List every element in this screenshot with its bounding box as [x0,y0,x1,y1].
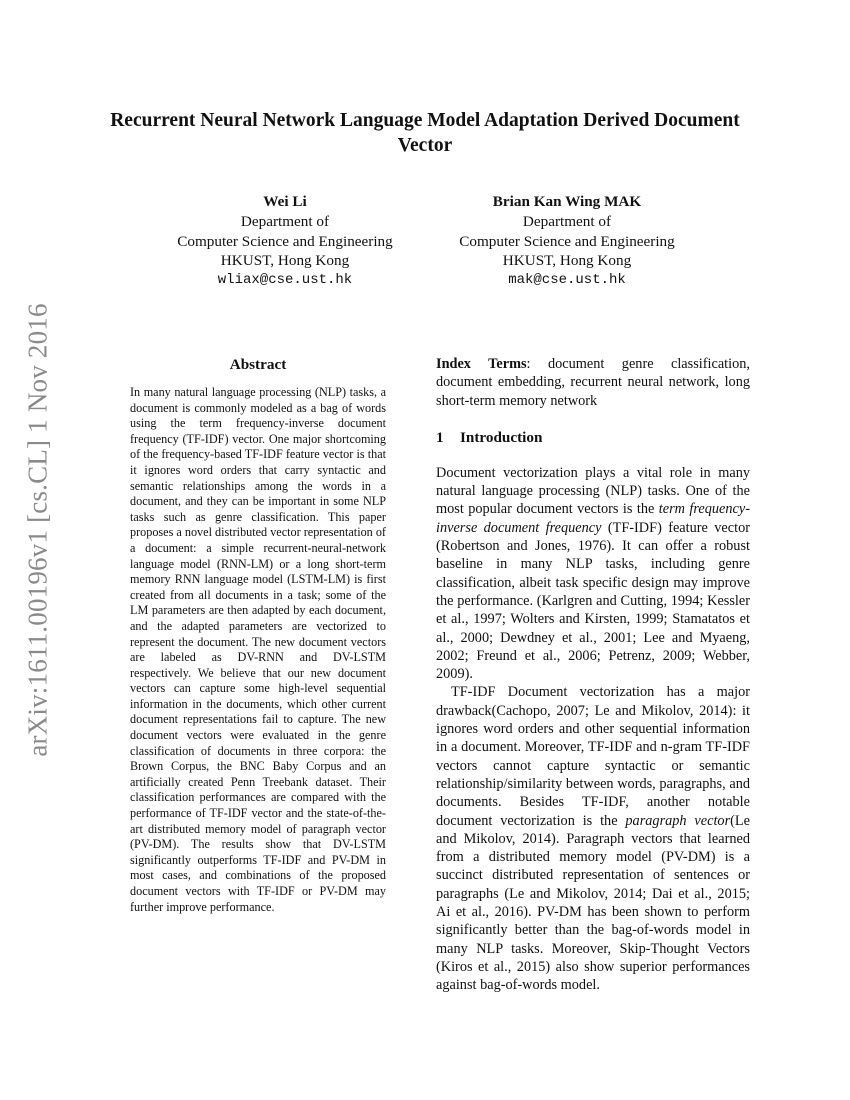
author-block-1 [150,192,420,291]
author-department-name: Computer Science and Engineering [177,232,393,250]
author-name: Brian Kan Wing MAK [492,193,642,210]
intro-paragraph-2 [436,683,750,994]
intro-paragraph-1 [436,464,750,684]
section-title: Introduction [460,428,543,446]
author-email[interactable]: mak@cse.ust.hk [508,272,626,289]
index-terms-label: Index Terms [436,356,527,372]
paragraph-text: (Le and Mikolov, 2014). Paragraph vectors that learned from a distributed memory model (PV-DM) is a succinct distributed representation of sentences or paragraphs (Le and Mikolov, 2014; Dai et al., 2015; Ai et al., 2016). PV-DM has been shown to perform significantly better than the bag-of-words model in many NLP tasks. Moreover, Skip-Thought Vectors (Kiros et al., 2015) also show superior performances against bag-of-words model. [436,812,750,994]
index-terms [436,355,750,410]
section-heading-introduction [436,428,750,448]
author-affiliation: HKUST, Hong Kong [502,252,632,270]
left-column [130,355,386,915]
author-block-2 [432,192,702,291]
author-affiliation: HKUST, Hong Kong [220,252,350,270]
emphasized-term: term frequency-inverse document frequency [436,501,751,536]
paragraph-text: Document vectorization plays a vital role in many natural language processing (NLP) tasks. One of the most popular document vectors is the [436,464,750,518]
arxiv-stamp: arXiv:1611.00196v1 [cs.CL] 1 Nov 2016 [22,303,53,757]
paragraph-text: (TF-IDF) feature vector (Robertson and Jones, 1976). It can offer a robust baseline in many NLP tasks, including genre classification, albeit task specific design may improve the performance. (Karlgren and Cutting, 1994; Kessler et al., 1997; Wolters and Kirsten, 1999; Stamatatos et al., 2000; Dewdney et al., 2001; Lee and Myaeng, 2002; Freund et al., 2006; Petrenz, 2009; Webber, 2009). [436,519,750,683]
author-department: Department of [240,212,330,230]
index-terms-text: : document genre classification, document embedding, recurrent neural network, long short-term memory network [436,356,750,409]
right-column [436,355,750,995]
author-department: Department of [522,212,612,230]
author-department-name: Computer Science and Engineering [459,232,675,250]
paper-title: Recurrent Neural Network Language Model Adaptation Derived Document Vector [110,110,740,156]
abstract-text: In many natural language processing (NLP) tasks, a document is commonly modeled as a bag of words using the term frequency-inverse document frequency (TF-IDF) vector. One major shortcoming of the frequency-based TF-IDF feature vector is that it ignores word orders that carry syntactic and semantic relationships among the words in a document, and they can be important in some NLP tasks such as genre classification. This paper proposes a novel distributed vector representation of a document: a simple recurrent-neural-network language model (RNN-LM) or a long short-term memory RNN language model (LSTM-LM) is first created from all documents in a task; some of the LM parameters are then adapted by each document, and the adapted parameters are vectorized to represent the document. The new document vectors are labeled as DV-RNN and DV-LSTM respectively. We believe that our new document vectors can capture some high-level sequential information in the documents, which other current document representations fail to capture. The new document vectors were evaluated in the genre classification of documents in three corpora: the Brown Corpus, the BNC Baby Corpus and an artificially created Penn Treebank dataset. Their classification performances are compared with the performance of TF-IDF vector and the state-of-the-art distributed memory model of paragraph vector (PV-DM). The results show that DV-LSTM significantly outperforms TF-IDF and PV-DM in most cases, and combinations of the proposed document vectors with TF-IDF or PV-DM may further improve performance. [130,385,386,914]
section-number: 1 [436,428,444,446]
abstract-heading: Abstract [229,356,287,373]
author-name: Wei Li [263,193,307,210]
paragraph-text: TF-IDF Document vectorization has a major drawback(Cachopo, 2007; Le and Mikolov, 2014): it ignores word orders and other sequential information in a document. Moreover, TF-IDF and n-gram TF-IDF vectors cannot capture syntactic or semantic relationship/similarity between words, paragraphs, and documents. Besides TF-IDF, another notable document vectorization is the [436,684,750,829]
emphasized-term: paragraph vector [625,812,731,829]
author-email[interactable]: wliax@cse.ust.hk [217,272,353,289]
